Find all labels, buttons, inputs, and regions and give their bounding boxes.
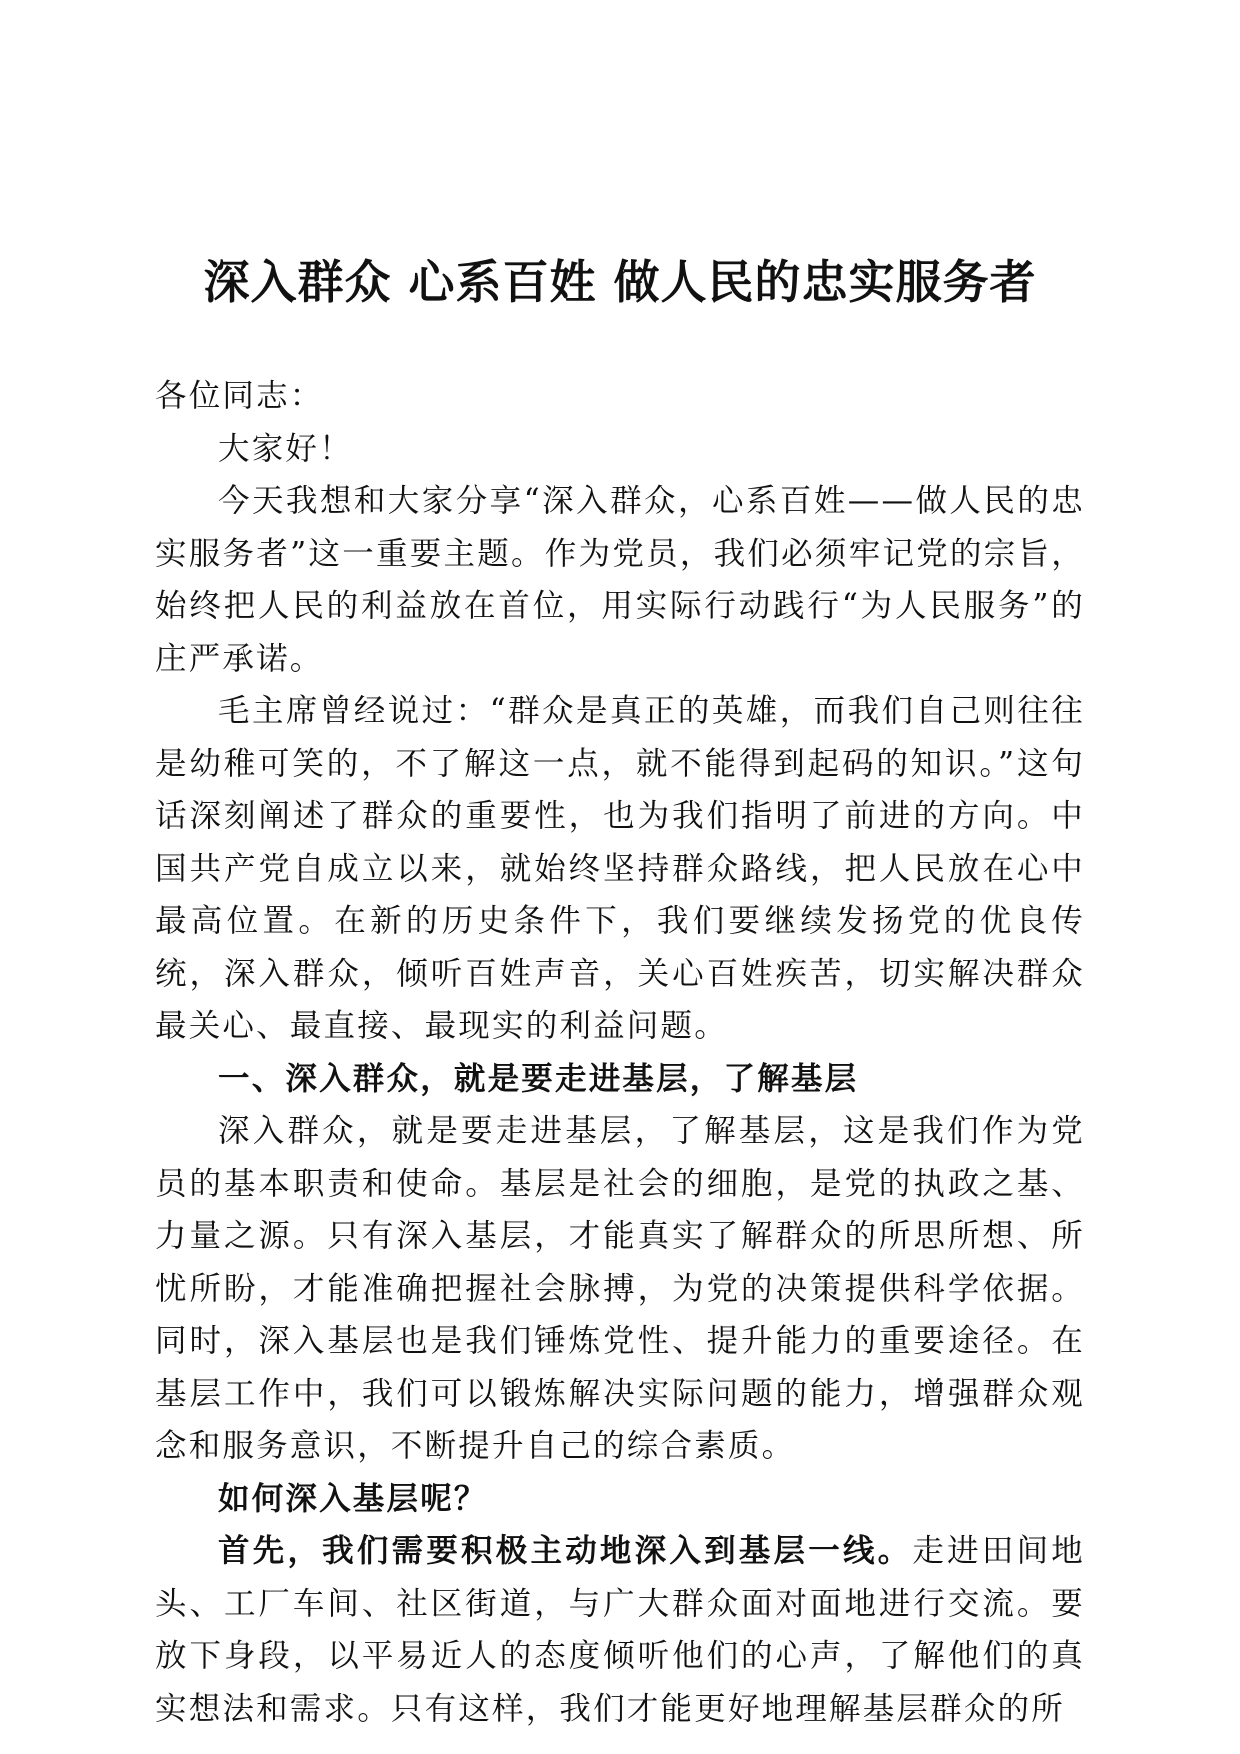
first-point-text: 走进田间地头、工厂车间、社区街道，与广大群众面对面地进行交流。要放下身段，以平易近人的态度倾听他们的心声，了解他们的真实想法和需求。只有这样，我们才能更好地理解基层群众的所 xyxy=(155,1533,1085,1727)
first-point-paragraph xyxy=(155,1525,1085,1735)
mao-quote-paragraph: 毛主席曾经说过：“群众是真正的英雄，而我们自己则往往是幼稚可笑的，不了解这一点，就不能得到起码的知识。”这句话深刻阐述了群众的重要性，也为我们指明了前进的方向。中国共产党自成立以来，就始终坚持群众路线，把人民放在心中最高位置。在新的历史条件下，我们要继续发扬党的优良传统，深入群众，倾听百姓声音，关心百姓疾苦，切实解决群众最关心、最直接、最现实的利益问题。 xyxy=(155,693,1085,1044)
intro-paragraph: 今天我想和大家分享“深入群众，心系百姓——做人民的忠实服务者”这一重要主题。作为党员，我们必须牢记党的宗旨，始终把人民的利益放在首位，用实际行动践行“为人民服务”的庄严承诺。 xyxy=(155,483,1085,677)
salutation: 各位同志： xyxy=(155,378,324,414)
section-heading: 一、深入群众，就是要走进基层，了解基层 xyxy=(218,1059,859,1097)
first-point-lead: 首先，我们需要积极主动地深入到基层一线。 xyxy=(218,1532,913,1569)
question-heading: 如何深入基层呢？ xyxy=(218,1479,488,1517)
document-title: 深入群众 心系百姓 做人民的忠实服务者 xyxy=(203,255,1037,309)
section-body-paragraph: 深入群众，就是要走进基层，了解基层，这是我们作为党员的基本职责和使命。基层是社会的细胞，是党的执政之基、力量之源。只有深入基层，才能真实了解群众的所思所想、所忧所盼，才能准确把握社会脉搏，为党的决策提供科学依据。同时，深入基层也是我们锤炼党性、提升能力的重要途径。在基层工作中，我们可以锻炼解决实际问题的能力，增强群众观念和服务意识，不断提升自己的综合素质。 xyxy=(155,1113,1085,1464)
greeting: 大家好！ xyxy=(218,430,353,467)
document-body xyxy=(155,370,1085,1735)
